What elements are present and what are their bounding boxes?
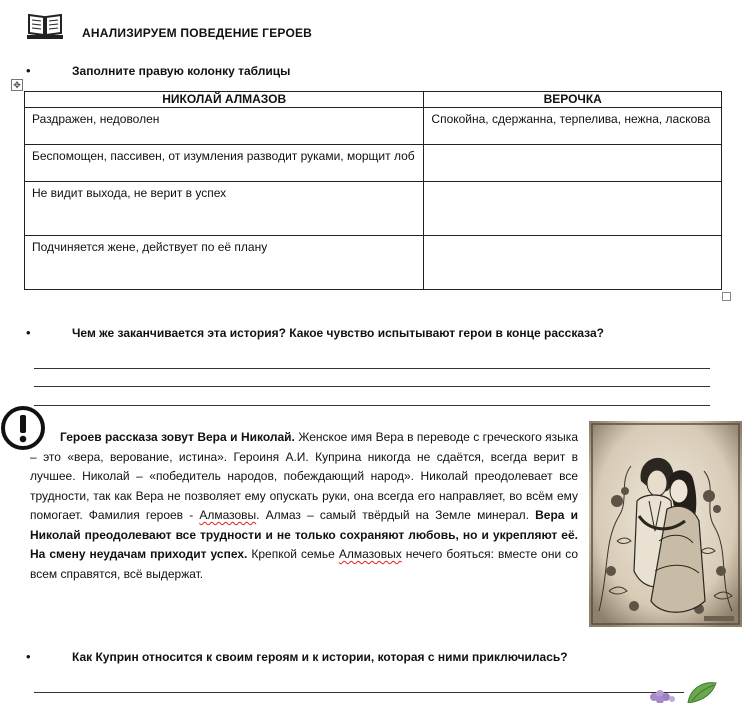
note-text-2: . Алмаз – самый твёрдый на Земле минерал. — [256, 508, 536, 522]
col-header-verochka: ВЕРОЧКА — [424, 92, 722, 108]
answer-line[interactable] — [34, 368, 710, 369]
note-text-4: нечего бояться: вместе они со всем справятся, всё выдержат. — [30, 547, 579, 581]
cell-nikolai: Беспомощен, пассивен, от изумления разводит руками, морщит лоб — [25, 145, 424, 182]
cell-nikolai: Раздражен, недоволен — [25, 108, 424, 145]
couple-illustration — [589, 421, 742, 627]
task-2-text: Чем же заканчивается эта история? Какое чувство испытывают герои в конце рассказа? — [72, 326, 604, 340]
table-row — [25, 182, 722, 236]
bullet-2: • — [26, 325, 31, 340]
bullet-3: • — [26, 649, 31, 664]
answer-line[interactable] — [34, 692, 684, 693]
cell-nikolai: Подчиняется жене, действует по её плану — [25, 236, 424, 290]
table-header-row — [25, 92, 722, 108]
flower-decoration — [646, 679, 718, 703]
answer-line[interactable] — [34, 405, 710, 406]
table-row — [25, 108, 722, 145]
note-spellcheck-1: Алмазовы — [199, 508, 257, 522]
answer-line[interactable] — [34, 386, 710, 387]
note-text-3: Крепкой семье — [247, 547, 339, 561]
bullet-1: • — [26, 63, 31, 78]
note-spellcheck-2: Алмазовых — [338, 547, 402, 561]
cell-verochka[interactable] — [424, 145, 722, 182]
book-icon — [26, 12, 64, 40]
table-row — [25, 236, 722, 290]
cell-nikolai: Не видит выхода, не верит в успех — [25, 182, 424, 236]
note-bold-2: Вера и Николай преодолевают все трудности и не только сохраняют любовь, но и укрепляют её. На смену неудачам приходит успех. — [30, 508, 578, 561]
col-header-nikolai: НИКОЛАЙ АЛМАЗОВ — [25, 92, 424, 108]
table-resize-handle[interactable] — [722, 292, 731, 301]
note-text-1: Женское имя Вера в переводе с греческого языка – это «вера, верование, истина». Героиня А.И. Куприна никогда не сдаётся, всегда верит в лучшее. Николай – «победитель народов, побеждающий народ». Николай преодолевает все трудности, так как Вера не позволяет ему опускать руки, она всегда его направляет, во всём ему помогает. Фамилия героев - — [30, 430, 578, 522]
cell-verochka[interactable] — [424, 182, 722, 236]
note-bold-1: Героев рассказа зовут Вера и Николай. — [60, 430, 295, 444]
info-paragraph — [30, 428, 578, 584]
cell-verochka[interactable]: Спокойна, сдержанна, терпелива, нежна, ласкова — [424, 108, 722, 145]
heroes-table — [24, 91, 722, 290]
task-1-text: Заполните правую колонку таблицы — [72, 64, 291, 78]
table-move-handle[interactable]: ✥ — [11, 79, 23, 91]
table-row — [25, 145, 722, 182]
cell-verochka[interactable] — [424, 236, 722, 290]
page-title: АНАЛИЗИРУЕМ ПОВЕДЕНИЕ ГЕРОЕВ — [82, 26, 313, 40]
task-3-text: Как Куприн относится к своим героям и к истории, которая с ними приключилась? — [72, 650, 568, 664]
